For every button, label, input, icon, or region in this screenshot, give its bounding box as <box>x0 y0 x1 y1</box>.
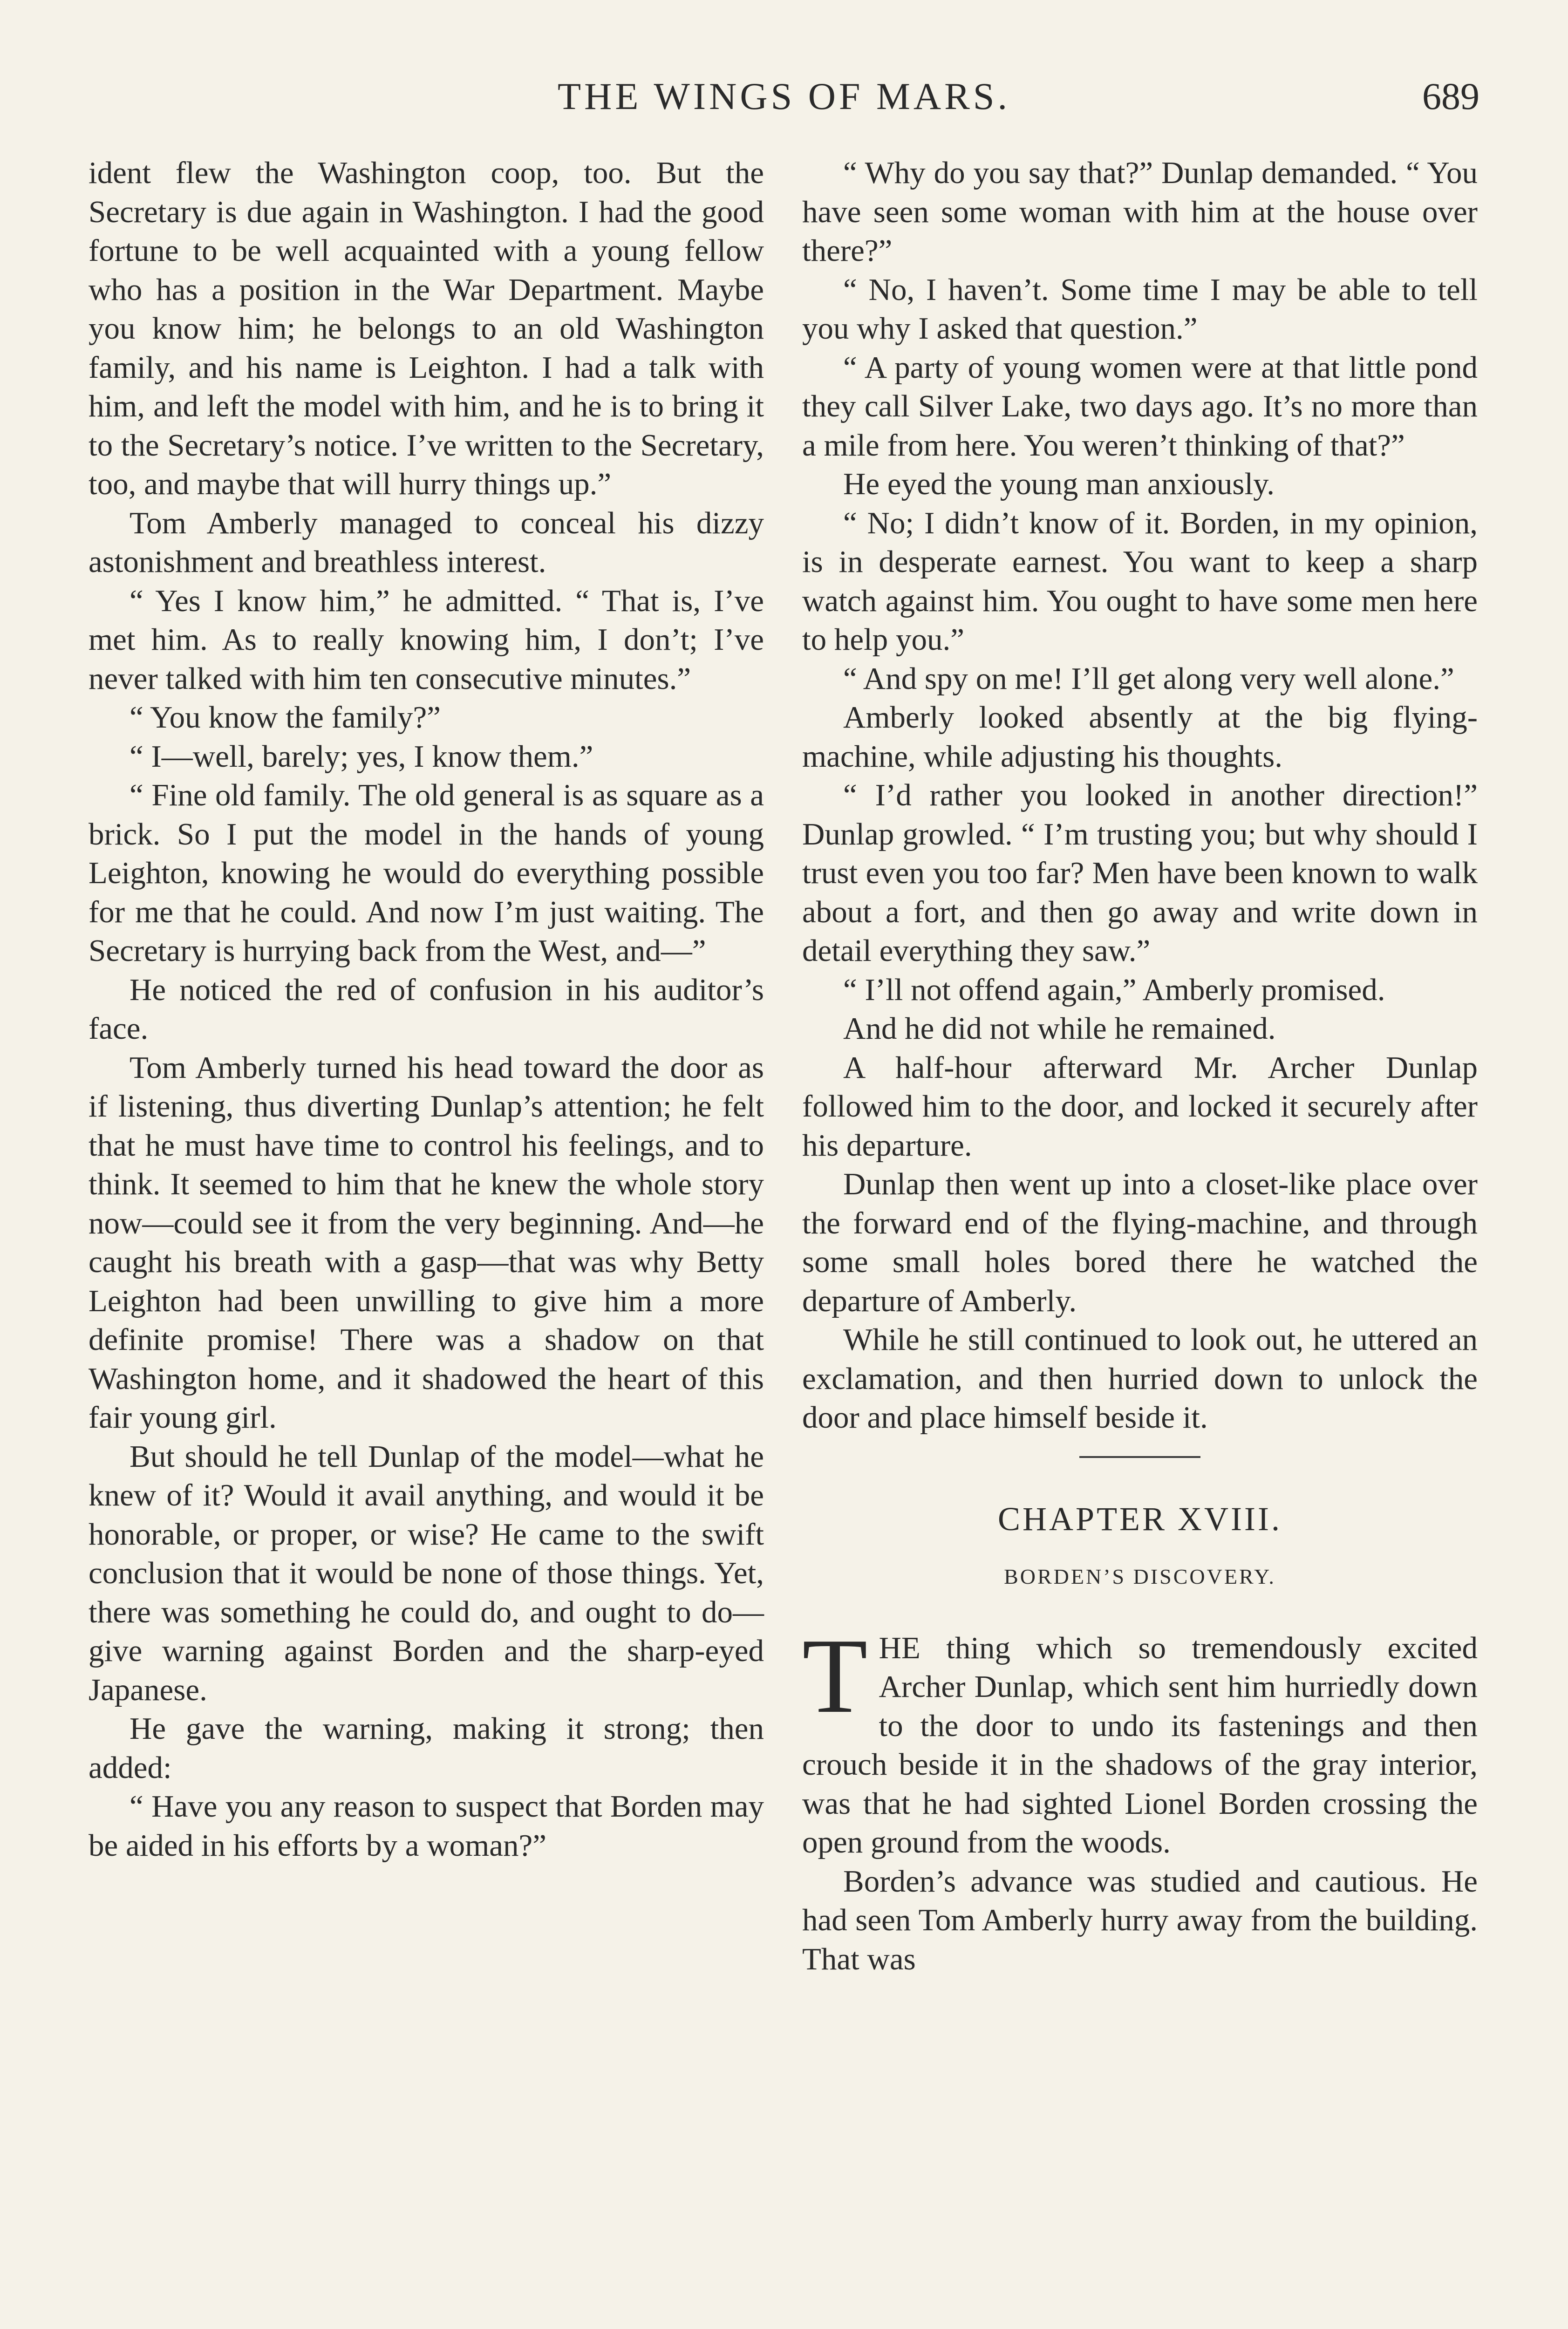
right-column <box>802 154 1478 1979</box>
paragraph: “ Yes I know him,” he admitted. “ That is, I’ve met him. As to really knowing him, I don’t; I’ve never talked with him ten consecutive minutes.” <box>89 583 764 696</box>
paragraph: Borden’s advance was studied and cautious. He had seen Tom Amberly hurry away from the building. That was <box>802 1864 1478 1976</box>
paragraph: He noticed the red of confusion in his auditor’s face. <box>89 972 764 1046</box>
paragraph: “ A party of young women were at that little pond they call Silver Lake, two days ago. It’s no more than a mile from here. You weren’t thinking of that?” <box>802 350 1478 463</box>
chapter-title: CHAPTER XVIII. <box>998 1500 1282 1538</box>
paragraph: “ I’d rather you looked in another direction!” Dunlap growled. “ I’m trusting you; but why should I trust even you too far? Men have been known to walk about a fort, and then go away and write down in detail everything they saw.” <box>802 778 1478 968</box>
paragraph: “ You know the family?” <box>130 700 441 735</box>
running-title: THE WINGS OF MARS. <box>558 75 1010 117</box>
chapter-opening-paragraph <box>802 1616 1478 1862</box>
paragraph: Dunlap then went up into a closet-like place over the forward end of the flying-machine, and through some small holes bored there he watched the departure of Amberly. <box>802 1167 1478 1318</box>
paragraph: “ No, I haven’t. Some time I may be able to tell you why I asked that question.” <box>802 272 1478 346</box>
paragraph: Tom Amberly turned his head toward the door as if listening, thus diverting Dunlap’s attention; he felt that he must have time to control his feelings, and to think. It seemed to him that he knew the whole story now—could see it from the very beginning. And—he caught his breath with a gasp—that was why Betty Leighton had been unwilling to give him a more definite promise! There was a shadow on that Washington home, and it shadowed the heart of this fair young girl. <box>89 1050 764 1435</box>
opening-text: HE thing which so tremendously excited Archer Dunlap, which sent him hurriedly down to the door to undo its fastenings and then crouch beside it in the shadows of the gray interior, was that he had sighted Lionel Borden crossing the open ground from the woods. <box>802 1630 1478 1859</box>
paragraph: “ Fine old family. The old general is as square as a brick. So I put the model in the hands of young Leighton, knowing he would do everything possible for me that he could. And now I’m just waiting. The Secretary is hurrying back from the West, and—” <box>89 778 764 968</box>
paragraph: He eyed the young man anxiously. <box>843 467 1275 501</box>
paragraph: Amberly looked absently at the big flying-machine, while adjusting his thoughts. <box>802 700 1478 774</box>
paragraph: And he did not while he remained. <box>843 1011 1276 1046</box>
paragraph: But should he tell Dunlap of the model—what he knew of it? Would it avail anything, and would it be honorable, or proper, or wise? He came to the swift conclusion that it would be none of those things. Yet, there was something he could do, and ought to do—give warning against Borden and the sharp-eyed Japanese. <box>89 1439 764 1707</box>
paragraph: “ No; I didn’t know of it. Borden, in my opinion, is in desperate earnest. You want to keep a sharp watch against him. You ought to have some men here to help you.” <box>802 505 1478 657</box>
paragraph: “ I—well, barely; yes, I know them.” <box>130 739 593 774</box>
paragraph: “ I’ll not offend again,” Amberly promised. <box>843 972 1385 1007</box>
paragraph: He gave the warning, making it strong; then added: <box>89 1711 764 1785</box>
section-divider <box>1079 1456 1200 1458</box>
page-number: 689 <box>1422 75 1479 117</box>
drop-cap: T <box>802 1616 868 1735</box>
paragraph: “ And spy on me! I’ll get along very well alone.” <box>843 661 1454 696</box>
running-head <box>89 75 1479 130</box>
paragraph: Tom Amberly managed to conceal his dizzy astonishment and breathless interest. <box>89 505 764 579</box>
paragraph: “ Why do you say that?” Dunlap demanded. “ You have seen some woman with him at the house over there?” <box>802 156 1478 268</box>
left-column <box>89 154 764 1865</box>
paragraph: A half-hour afterward Mr. Archer Dunlap followed him to the door, and locked it securely after his departure. <box>802 1050 1478 1163</box>
paragraph: “ Have you any reason to suspect that Borden may be aided in his efforts by a woman?” <box>89 1789 764 1863</box>
chapter-subtitle: BORDEN’S DISCOVERY. <box>1004 1565 1276 1588</box>
paragraph: While he still continued to look out, he uttered an exclamation, and then hurried down to unlock the door and place himself beside it. <box>802 1322 1478 1435</box>
paragraph: ident flew the Washington coop, too. But the Secretary is due again in Washington. I had the good fortune to be well acquainted with a young fellow who has a position in the War Department. Maybe you know him; he belongs to an old Washington family, and his name is Leighton. I had a talk with him, and left the model with him, and he is to bring it to the Secretary’s notice. I’ve written to the Secretary, too, and maybe that will hurry things up.” <box>89 156 764 501</box>
